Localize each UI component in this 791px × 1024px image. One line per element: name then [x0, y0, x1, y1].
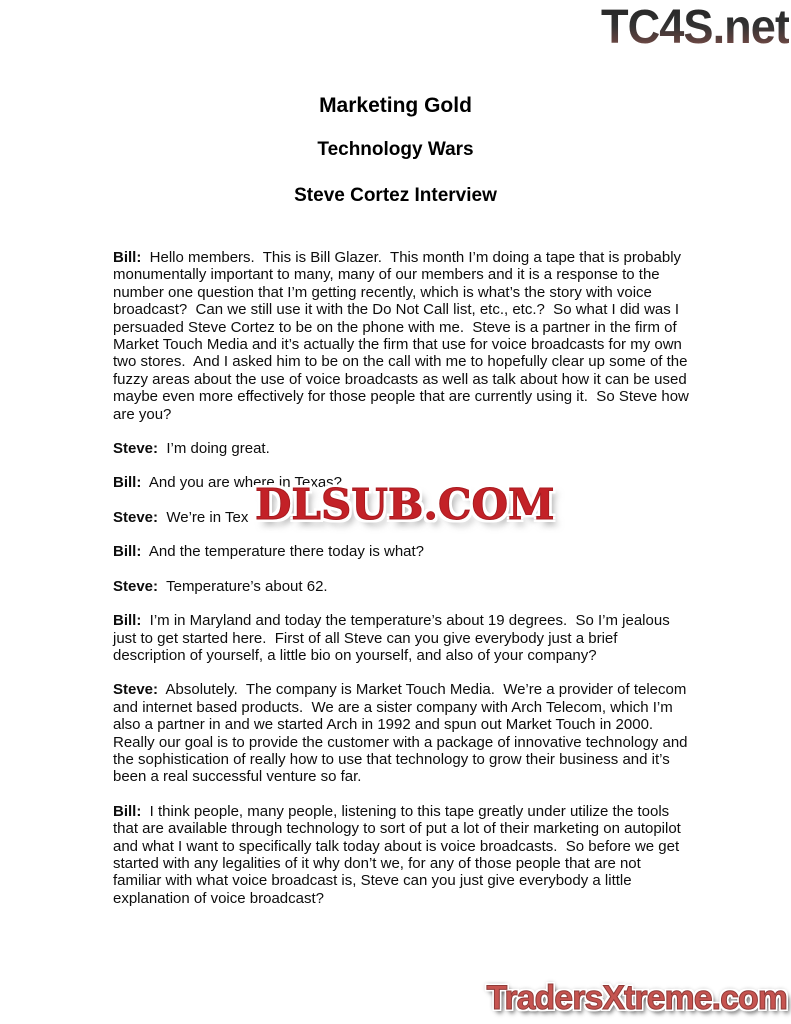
speaker-label: Steve: — [113, 681, 159, 699]
page-title: Marketing Gold — [319, 94, 472, 117]
dialogue-paragraph — [113, 543, 689, 560]
dialogue-paragraph — [113, 803, 689, 907]
interview-title: Steve Cortez Interview — [294, 185, 497, 206]
dialogue-text: And you are where in Texas? — [141, 474, 343, 492]
dialogue-text: Absolutely. The company is Market Touch Media. We’re a provider of telecom and internet based products. We are a sister company with Arch Telecom, which I’m also a partner in and we started Arch in 1992 and spun out Market Touch in 2000. Really our goal is to provide the customer with a package of innovative technology and the sophistication of really how to use that technology to grow their business and it’s been a real successful venture so far. — [113, 681, 692, 786]
dialogue-text: I think people, many people, listening to this tape greatly under utilize the tools that are available through technology to sort of put a lot of their marketing on autopilot and what I want to specifically talk today about is voice broadcasts. So before we get started with any legalities of it why don’t we, for any of those people that are not familiar with what voice broadcast is, Steve can you just give everybody a little explanation of voice broadcast? — [113, 802, 686, 907]
speaker-label: Bill: — [113, 474, 142, 492]
speaker-label: Steve: — [113, 440, 159, 458]
speaker-label: Steve: — [113, 577, 159, 595]
tradersxtreme-watermark: TradersXtreme.com — [486, 979, 787, 1017]
dialogue-text: I’m doing great. — [158, 440, 270, 458]
dialogue-text: I’m in Maryland and today the temperature’s about 19 degrees. So I’m jealous just to get started here. First of all Steve can you give everybody just a brief description of yourself, a little bio on yourself, and also of your company? — [113, 612, 674, 664]
dialogue-paragraph — [113, 440, 689, 457]
dlsub-watermark: DLSUB.COM — [255, 480, 555, 529]
dialogue-paragraph — [113, 249, 694, 423]
speaker-label: Steve: — [113, 508, 159, 526]
dialogue-text: And the temperature there today is what? — [141, 543, 425, 561]
speaker-label: Bill: — [113, 249, 142, 266]
dialogue-text: Hello members. This is Bill Glazer. This month I’m doing a tape that is probably monumentally important to many, many of our members and it is a response to the number one question that I’m getting recently, which is what’s the story with voice broadcast? Can we still use it with the Do Not Call list, etc., etc.? So what I did was I persuaded Steve Cortez to be on the phone with me. Steve is a partner in the firm of Market Touch Media and it’s actually the firm that use for voice broadcasts for my own two stores. And I asked him to be on the call with me to hopefully clear up some of the fuzzy areas about the use of voice broadcasts as well as talk about how it can be used maybe even more effectively for those people that are currently using it. So Steve how are you? — [113, 249, 694, 423]
dialogue-text: We’re in Tex — [158, 508, 249, 526]
dialogue-text: Temperature’s about 62. — [158, 577, 328, 595]
page-subtitle: Technology Wars — [317, 139, 474, 160]
speaker-label: Bill: — [113, 543, 142, 561]
dialogue-paragraph — [113, 681, 692, 786]
speaker-label: Bill: — [113, 612, 142, 630]
tc4s-logo: TC4S.net — [600, 1, 789, 54]
speaker-label: Bill: — [113, 802, 142, 820]
dialogue-paragraph — [113, 612, 689, 664]
dialogue-paragraph — [113, 578, 689, 595]
transcript — [113, 249, 694, 924]
